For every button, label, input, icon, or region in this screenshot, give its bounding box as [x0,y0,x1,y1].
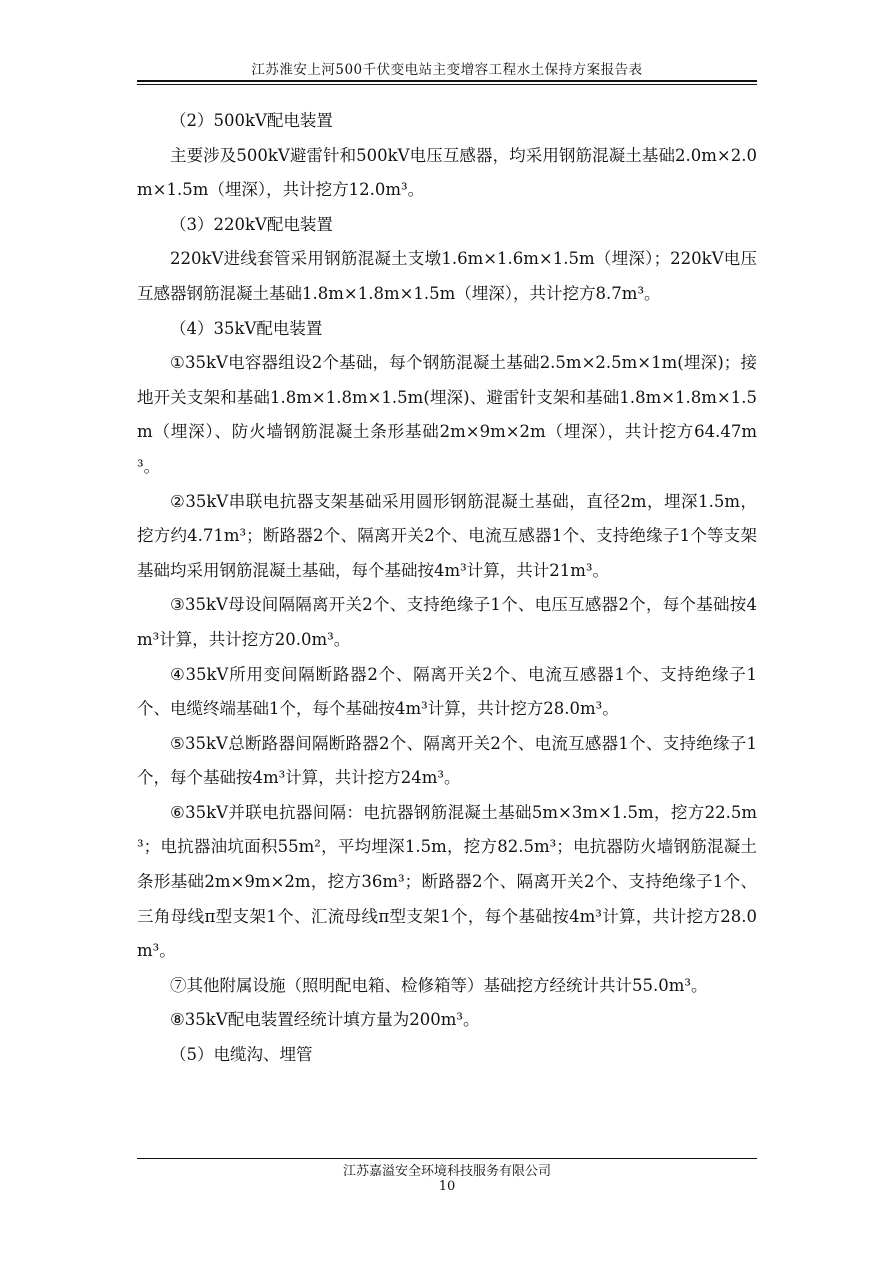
body-text [137,104,757,1073]
list-item-7: ⑦其他附属设施（照明配电箱、检修箱等）基础挖方经统计共计55.0m³。 [170,975,708,995]
list-item-4: ④35kV所用变间隔断路器2个、隔离开关2个、电流互感器1个、支持绝缘子1个、电缆终端基础1个，每个基础按4m³计算，共计挖方28.0m³。 [137,664,757,719]
footer-company: 江苏嘉溢安全环境科技服务有限公司 [342,1164,551,1179]
header-rule [137,80,757,82]
paragraph-500kv: 主要涉及500kV避雷针和500kV电压互感器，均采用钢筋混凝土基础2.0m×2.0m×1.5m（埋深），共计挖方12.0m³。 [137,145,757,200]
section-heading-220kv: （3）220kV配电装置 [170,214,333,234]
list-item-5: ⑤35kV总断路器间隔断路器2个、隔离开关2个、电流互感器1个、支持绝缘子1个，每个基础按4m³计算，共计挖方24m³。 [137,733,757,788]
list-item-2: ②35kV串联电抗器支架基础采用圆形钢筋混凝土基础，直径2m，埋深1.5m，挖方约4.71m³；断路器2个、隔离开关2个、电流互感器1个、支持绝缘子1个等支架基础均采用钢筋混凝土基础，每个基础按4m³计算，共计21m³。 [137,491,757,580]
section-heading-cable-trench: （5）电缆沟、埋管 [170,1045,313,1065]
header-rule-secondary [137,84,757,85]
document-title: 江苏淮安上河500千伏变电站主变增容工程水土保持方案报告表 [251,62,643,78]
page-number: 10 [438,1179,456,1194]
list-item-3: ③35kV母设间隔隔离开关2个、支持绝缘子1个、电压互感器2个，每个基础按4m³计算，共计挖方20.0m³。 [137,595,757,649]
list-item-1: ①35kV电容器组设2个基础，每个钢筋混凝土基础2.5m×2.5m×1m(埋深)；接地开关支架和基础1.8m×1.8m×1.5m(埋深)、避雷针支架和基础1.8m×1.8m×1.5m（埋深）、防火墙钢筋混凝土条形基础2m×9m×2m（埋深），共计挖方64.47m³。 [137,353,757,476]
section-heading-500kv: （2）500kV配电装置 [170,111,333,130]
section-heading-35kv: （4）35kV配电装置 [170,318,323,338]
footer-rule [137,1158,757,1159]
list-item-8: ⑧35kV配电装置经统计填方量为200m³。 [170,1010,480,1030]
paragraph-220kv: 220kV进线套管采用钢筋混凝土支墩1.6m×1.6m×1.5m（埋深）；220kV电压互感器钢筋混凝土基础1.8m×1.8m×1.5m（埋深），共计挖方8.7m³。 [137,249,757,303]
list-item-6: ⑥35kV并联电抗器间隔：电抗器钢筋混凝土基础5m×3m×1.5m，挖方22.5m³；电抗器油坑面积55m²，平均埋深1.5m，挖方82.5m³；电抗器防火墙钢筋混凝土条形基础2m×9m×2m，挖方36m³；断路器2个、隔离开关2个、支持绝缘子1个、三角母线π型支架1个、汇流母线π型支架1个，每个基础按4m³计算，共计挖方28.0m³。 [137,802,757,961]
